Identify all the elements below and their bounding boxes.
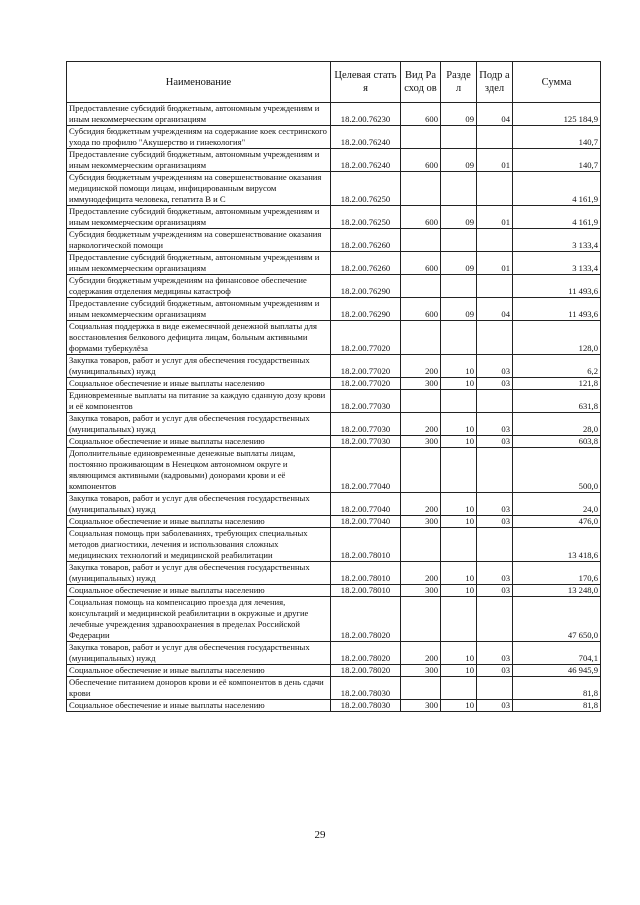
cell-target: 18.2.00.76240 <box>331 149 401 172</box>
cell-target: 18.2.00.78030 <box>331 700 401 712</box>
cell-type <box>401 597 441 642</box>
cell-type: 200 <box>401 493 441 516</box>
cell-name: Предоставление субсидий бюджетным, автономным учреждениям и иным некоммерческим организациям <box>67 298 331 321</box>
table-row <box>67 493 601 516</box>
cell-target: 18.2.00.76290 <box>331 275 401 298</box>
cell-target: 18.2.00.77020 <box>331 321 401 355</box>
cell-name: Закупка товаров, работ и услуг для обеспечения государственных (муниципальных) нужд <box>67 493 331 516</box>
header-section: Разде л <box>441 62 477 103</box>
cell-name: Закупка товаров, работ и услуг для обеспечения государственных (муниципальных) нужд <box>67 562 331 585</box>
cell-section: 09 <box>441 298 477 321</box>
cell-sum: 4 161,9 <box>513 172 601 206</box>
cell-target: 18.2.00.76260 <box>331 229 401 252</box>
cell-sum: 11 493,6 <box>513 275 601 298</box>
cell-target: 18.2.00.77030 <box>331 390 401 413</box>
table-row <box>67 172 601 206</box>
cell-type: 600 <box>401 149 441 172</box>
table-row <box>67 206 601 229</box>
cell-type: 200 <box>401 562 441 585</box>
cell-name: Обеспечение питанием доноров крови и её компонентов в день сдачи крови <box>67 677 331 700</box>
cell-sum: 47 650,0 <box>513 597 601 642</box>
cell-type: 600 <box>401 103 441 126</box>
cell-target: 18.2.00.76230 <box>331 103 401 126</box>
cell-subsection: 03 <box>477 516 513 528</box>
table-row <box>67 528 601 562</box>
cell-subsection: 03 <box>477 585 513 597</box>
cell-sum: 3 133,4 <box>513 229 601 252</box>
cell-sum: 13 248,0 <box>513 585 601 597</box>
cell-name: Социальное обеспечение и иные выплаты населению <box>67 585 331 597</box>
cell-sum: 4 161,9 <box>513 206 601 229</box>
cell-section: 10 <box>441 562 477 585</box>
table-row <box>67 436 601 448</box>
cell-type: 600 <box>401 252 441 275</box>
cell-sum: 125 184,9 <box>513 103 601 126</box>
cell-subsection <box>477 321 513 355</box>
cell-target: 18.2.00.77020 <box>331 378 401 390</box>
cell-sum: 24,0 <box>513 493 601 516</box>
table-row <box>67 321 601 355</box>
page-number: 29 <box>314 829 326 841</box>
table-row <box>67 103 601 126</box>
table-header-row <box>67 62 601 103</box>
cell-section: 09 <box>441 103 477 126</box>
cell-subsection <box>477 229 513 252</box>
table-row <box>67 585 601 597</box>
cell-target: 18.2.00.77030 <box>331 436 401 448</box>
table-row <box>67 597 601 642</box>
cell-type <box>401 677 441 700</box>
cell-sum: 121,8 <box>513 378 601 390</box>
cell-subsection <box>477 528 513 562</box>
cell-target: 18.2.00.77020 <box>331 355 401 378</box>
cell-target: 18.2.00.77030 <box>331 413 401 436</box>
header-sum: Сумма <box>513 62 601 103</box>
cell-name: Предоставление субсидий бюджетным, автономным учреждениям и иным некоммерческим организациям <box>67 103 331 126</box>
cell-subsection <box>477 126 513 149</box>
cell-name: Закупка товаров, работ и услуг для обеспечения государственных (муниципальных) нужд <box>67 413 331 436</box>
cell-type: 300 <box>401 516 441 528</box>
cell-target: 18.2.00.77040 <box>331 448 401 493</box>
cell-target: 18.2.00.76260 <box>331 252 401 275</box>
cell-name: Социальное обеспечение и иные выплаты населению <box>67 378 331 390</box>
cell-name: Субсидия бюджетным учреждениям на содержание коек сестринского ухода по профилю "Акушерство и гинекология" <box>67 126 331 149</box>
cell-section <box>441 677 477 700</box>
cell-subsection <box>477 390 513 413</box>
cell-subsection: 03 <box>477 355 513 378</box>
cell-target: 18.2.00.78010 <box>331 562 401 585</box>
cell-sum: 128,0 <box>513 321 601 355</box>
cell-target: 18.2.00.76240 <box>331 126 401 149</box>
cell-section <box>441 528 477 562</box>
cell-target: 18.2.00.77040 <box>331 493 401 516</box>
cell-name: Социальное обеспечение и иные выплаты населению <box>67 516 331 528</box>
cell-target: 18.2.00.77040 <box>331 516 401 528</box>
cell-type <box>401 528 441 562</box>
cell-subsection <box>477 448 513 493</box>
cell-target: 18.2.00.76250 <box>331 206 401 229</box>
table-row <box>67 355 601 378</box>
header-subsection: Подр аздел <box>477 62 513 103</box>
cell-type <box>401 229 441 252</box>
cell-subsection <box>477 172 513 206</box>
cell-subsection: 01 <box>477 149 513 172</box>
cell-name: Предоставление субсидий бюджетным, автономным учреждениям и иным некоммерческим организациям <box>67 206 331 229</box>
cell-target: 18.2.00.78010 <box>331 585 401 597</box>
cell-type <box>401 275 441 298</box>
cell-target: 18.2.00.78020 <box>331 642 401 665</box>
cell-type <box>401 172 441 206</box>
cell-section: 10 <box>441 642 477 665</box>
cell-section: 10 <box>441 665 477 677</box>
cell-name: Социальное обеспечение и иные выплаты населению <box>67 700 331 712</box>
cell-type: 300 <box>401 585 441 597</box>
table-row <box>67 413 601 436</box>
cell-name: Субсидия бюджетным учреждениям на совершенствование оказания медицинской помощи лицам, инфицированным вирусом иммунодефицита человека, гепатита В и С <box>67 172 331 206</box>
cell-type: 200 <box>401 355 441 378</box>
cell-subsection: 01 <box>477 206 513 229</box>
cell-name: Субсидия бюджетным учреждениям на совершенствование оказания наркологической помощи <box>67 229 331 252</box>
cell-target: 18.2.00.78020 <box>331 597 401 642</box>
cell-section: 10 <box>441 700 477 712</box>
cell-sum: 3 133,4 <box>513 252 601 275</box>
cell-section <box>441 448 477 493</box>
cell-subsection: 03 <box>477 378 513 390</box>
cell-name: Социальное обеспечение и иные выплаты населению <box>67 436 331 448</box>
table-row <box>67 229 601 252</box>
cell-name: Социальная помощь при заболеваниях, требующих специальных методов диагностики, лечения и использования сложных медицинских технологий и медицинской реабилитации <box>67 528 331 562</box>
cell-sum: 500,0 <box>513 448 601 493</box>
cell-target: 18.2.00.76290 <box>331 298 401 321</box>
cell-sum: 170,6 <box>513 562 601 585</box>
cell-target: 18.2.00.78020 <box>331 665 401 677</box>
budget-table <box>66 61 601 712</box>
cell-subsection: 04 <box>477 103 513 126</box>
cell-section: 10 <box>441 355 477 378</box>
cell-section: 10 <box>441 516 477 528</box>
cell-subsection <box>477 275 513 298</box>
cell-name: Социальная помощь на компенсацию проезда для лечения, консультаций и медицинской реабилитации в окружные и другие лечебные учреждения здравоохранения в пределах Российской Федерации <box>67 597 331 642</box>
table-row <box>67 149 601 172</box>
cell-sum: 476,0 <box>513 516 601 528</box>
cell-name: Субсидии бюджетным учреждениям на финансовое обеспечение содержания отделения медицины катастроф <box>67 275 331 298</box>
cell-section: 10 <box>441 585 477 597</box>
cell-type <box>401 126 441 149</box>
cell-sum: 11 493,6 <box>513 298 601 321</box>
cell-sum: 28,0 <box>513 413 601 436</box>
cell-sum: 46 945,9 <box>513 665 601 677</box>
table-row <box>67 700 601 712</box>
cell-sum: 13 418,6 <box>513 528 601 562</box>
cell-type: 300 <box>401 378 441 390</box>
cell-name: Предоставление субсидий бюджетным, автономным учреждениям и иным некоммерческим организациям <box>67 252 331 275</box>
cell-name: Дополнительные единовременные денежные выплаты лицам, постоянно проживающим в Ненецком автономном округе и являющимся активными (кадровыми) донорами крови и её компонентов <box>67 448 331 493</box>
cell-section <box>441 275 477 298</box>
cell-section <box>441 229 477 252</box>
table-row <box>67 516 601 528</box>
cell-target: 18.2.00.78010 <box>331 528 401 562</box>
cell-section: 10 <box>441 413 477 436</box>
cell-name: Единовременные выплаты на питание за каждую сданную дозу крови и её компонентов <box>67 390 331 413</box>
cell-section <box>441 321 477 355</box>
cell-sum: 6,2 <box>513 355 601 378</box>
table-row <box>67 642 601 665</box>
cell-type <box>401 321 441 355</box>
table-row <box>67 252 601 275</box>
cell-subsection: 03 <box>477 642 513 665</box>
cell-sum: 81,8 <box>513 700 601 712</box>
cell-type: 300 <box>401 665 441 677</box>
cell-section: 10 <box>441 493 477 516</box>
cell-type: 200 <box>401 413 441 436</box>
cell-name: Закупка товаров, работ и услуг для обеспечения государственных (муниципальных) нужд <box>67 355 331 378</box>
cell-subsection: 04 <box>477 298 513 321</box>
table-row <box>67 378 601 390</box>
cell-type: 600 <box>401 206 441 229</box>
cell-name: Предоставление субсидий бюджетным, автономным учреждениям и иным некоммерческим организациям <box>67 149 331 172</box>
cell-type: 200 <box>401 642 441 665</box>
cell-type: 300 <box>401 436 441 448</box>
cell-sum: 704,1 <box>513 642 601 665</box>
table-row <box>67 562 601 585</box>
table-row <box>67 126 601 149</box>
cell-type <box>401 390 441 413</box>
cell-subsection: 03 <box>477 700 513 712</box>
header-type: Вид Расход ов <box>401 62 441 103</box>
cell-section <box>441 390 477 413</box>
cell-subsection <box>477 597 513 642</box>
cell-section: 10 <box>441 378 477 390</box>
cell-target: 18.2.00.76250 <box>331 172 401 206</box>
cell-type: 600 <box>401 298 441 321</box>
cell-name: Социальное обеспечение и иные выплаты населению <box>67 665 331 677</box>
cell-sum: 140,7 <box>513 149 601 172</box>
table-body <box>67 103 601 712</box>
cell-name: Закупка товаров, работ и услуг для обеспечения государственных (муниципальных) нужд <box>67 642 331 665</box>
header-target: Целевая статья <box>331 62 401 103</box>
table-row <box>67 448 601 493</box>
cell-section: 09 <box>441 149 477 172</box>
cell-sum: 140,7 <box>513 126 601 149</box>
cell-subsection: 01 <box>477 252 513 275</box>
cell-subsection: 03 <box>477 665 513 677</box>
cell-sum: 631,8 <box>513 390 601 413</box>
cell-section: 10 <box>441 436 477 448</box>
table-row <box>67 665 601 677</box>
cell-section <box>441 172 477 206</box>
cell-target: 18.2.00.78030 <box>331 677 401 700</box>
table-row <box>67 298 601 321</box>
table-row <box>67 275 601 298</box>
cell-sum: 603,8 <box>513 436 601 448</box>
header-name: Наименование <box>67 62 331 103</box>
table-row <box>67 677 601 700</box>
cell-type: 300 <box>401 700 441 712</box>
table-row <box>67 390 601 413</box>
cell-section: 09 <box>441 206 477 229</box>
cell-sum: 81,8 <box>513 677 601 700</box>
cell-type <box>401 448 441 493</box>
cell-subsection: 03 <box>477 493 513 516</box>
cell-subsection: 03 <box>477 562 513 585</box>
cell-name: Социальная поддержка в виде ежемесячной денежной выплаты для восстановления белкового дефицита лицам, больным активными формами туберкулёза <box>67 321 331 355</box>
cell-section <box>441 597 477 642</box>
cell-section <box>441 126 477 149</box>
cell-subsection: 03 <box>477 436 513 448</box>
cell-subsection <box>477 677 513 700</box>
cell-subsection: 03 <box>477 413 513 436</box>
cell-section: 09 <box>441 252 477 275</box>
